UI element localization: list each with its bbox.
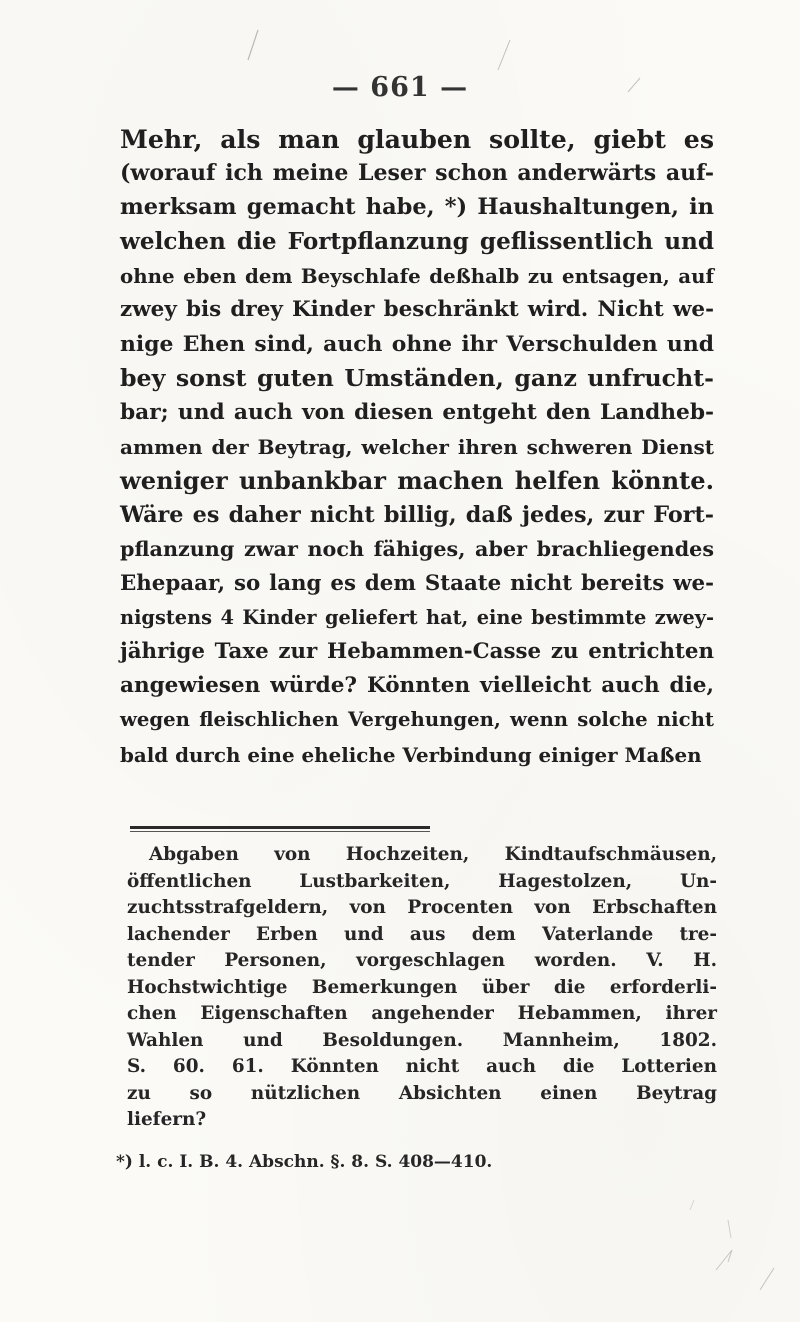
text-line: (worauf ich meine Leser schon anderwärts auf-: [120, 160, 714, 187]
text-line: merksam gemacht habe, *) Haushaltungen, in: [120, 194, 714, 221]
footnote-line: tender Personen, vorgeschlagen worden. V. H.: [127, 950, 717, 971]
footnote-line: Abgaben von Hochzeiten, Kindtaufschmäusen,: [149, 844, 717, 865]
text-line: zwey bis drey Kinder beschränkt wird. Nicht we-: [120, 297, 714, 323]
text-line: welchen die Fortpflanzung geflissentlich und: [120, 227, 714, 255]
footnote-line: Hochstwichtige Bemerkungen über die erforderli-: [127, 976, 717, 998]
footnote-line: liefern?: [127, 1109, 207, 1130]
text-line: wegen fleischlichen Vergehungen, wenn solche nicht: [120, 708, 714, 732]
text-line: angewiesen würde? Könnten vielleicht auch die,: [120, 673, 714, 699]
footnote-line: zu so nützlichen Absichten einen Beytrag: [127, 1082, 717, 1104]
footnote-reference: *) l. c. I. B. 4. Abschn. §. 8. S. 408—410.: [116, 1152, 493, 1172]
footnote-separator: [130, 826, 430, 829]
footnote-line: S. 60. 61. Könnten nicht auch die Lotterien: [127, 1056, 717, 1077]
main-text: [120, 122, 714, 772]
footnote-line: öffentlichen Lustbarkeiten, Hagestolzen, Un-: [127, 870, 717, 892]
text-line: Wäre es daher nicht billig, daß jedes, zur Fort-: [120, 502, 714, 529]
text-line: ammen der Beytrag, welcher ihren schweren Dienst: [120, 434, 714, 459]
text-line: nigstens 4 Kinder geliefert hat, eine bestimmte zwey-: [120, 605, 714, 629]
text-line: bar; und auch von diesen entgeht den Landheb-: [120, 399, 714, 425]
footnote-text: [127, 842, 717, 1134]
text-line: nige Ehen sind, auch ohne ihr Verschulden und: [120, 331, 714, 358]
text-line: bald durch eine eheliche Verbindung einiger Maßen: [120, 742, 702, 767]
text-line: Ehepaar, so lang es dem Staate nicht bereits we-: [120, 570, 714, 596]
text-line: weniger unbankbar machen helfen könnte.: [120, 466, 714, 496]
text-line: jährige Taxe zur Hebammen-Casse zu entrichten: [120, 639, 714, 665]
footnote-line: lachender Erben und aus dem Vaterlande tre-: [127, 923, 717, 945]
page-number-header: — 661 —: [331, 72, 469, 103]
text-line: pflanzung zwar noch fähiges, aber brachliegendes: [120, 537, 714, 562]
footnote-line: zuchtsstrafgeldern, von Procenten von Erbschaften: [127, 897, 717, 918]
text-line: bey sonst guten Umständen, ganz unfrucht-: [120, 364, 714, 393]
footnote-line: Wahlen und Besoldungen. Mannheim, 1802.: [127, 1029, 717, 1051]
text-line: ohne eben dem Beyschlafe deßhalb zu entsagen, auf: [120, 263, 714, 288]
footnote-separator-thin: [130, 831, 430, 832]
text-line: Mehr, als man glauben sollte, giebt es: [120, 124, 714, 154]
footnote-line: chen Eigenschaften angehender Hebammen, ihrer: [127, 1003, 717, 1024]
